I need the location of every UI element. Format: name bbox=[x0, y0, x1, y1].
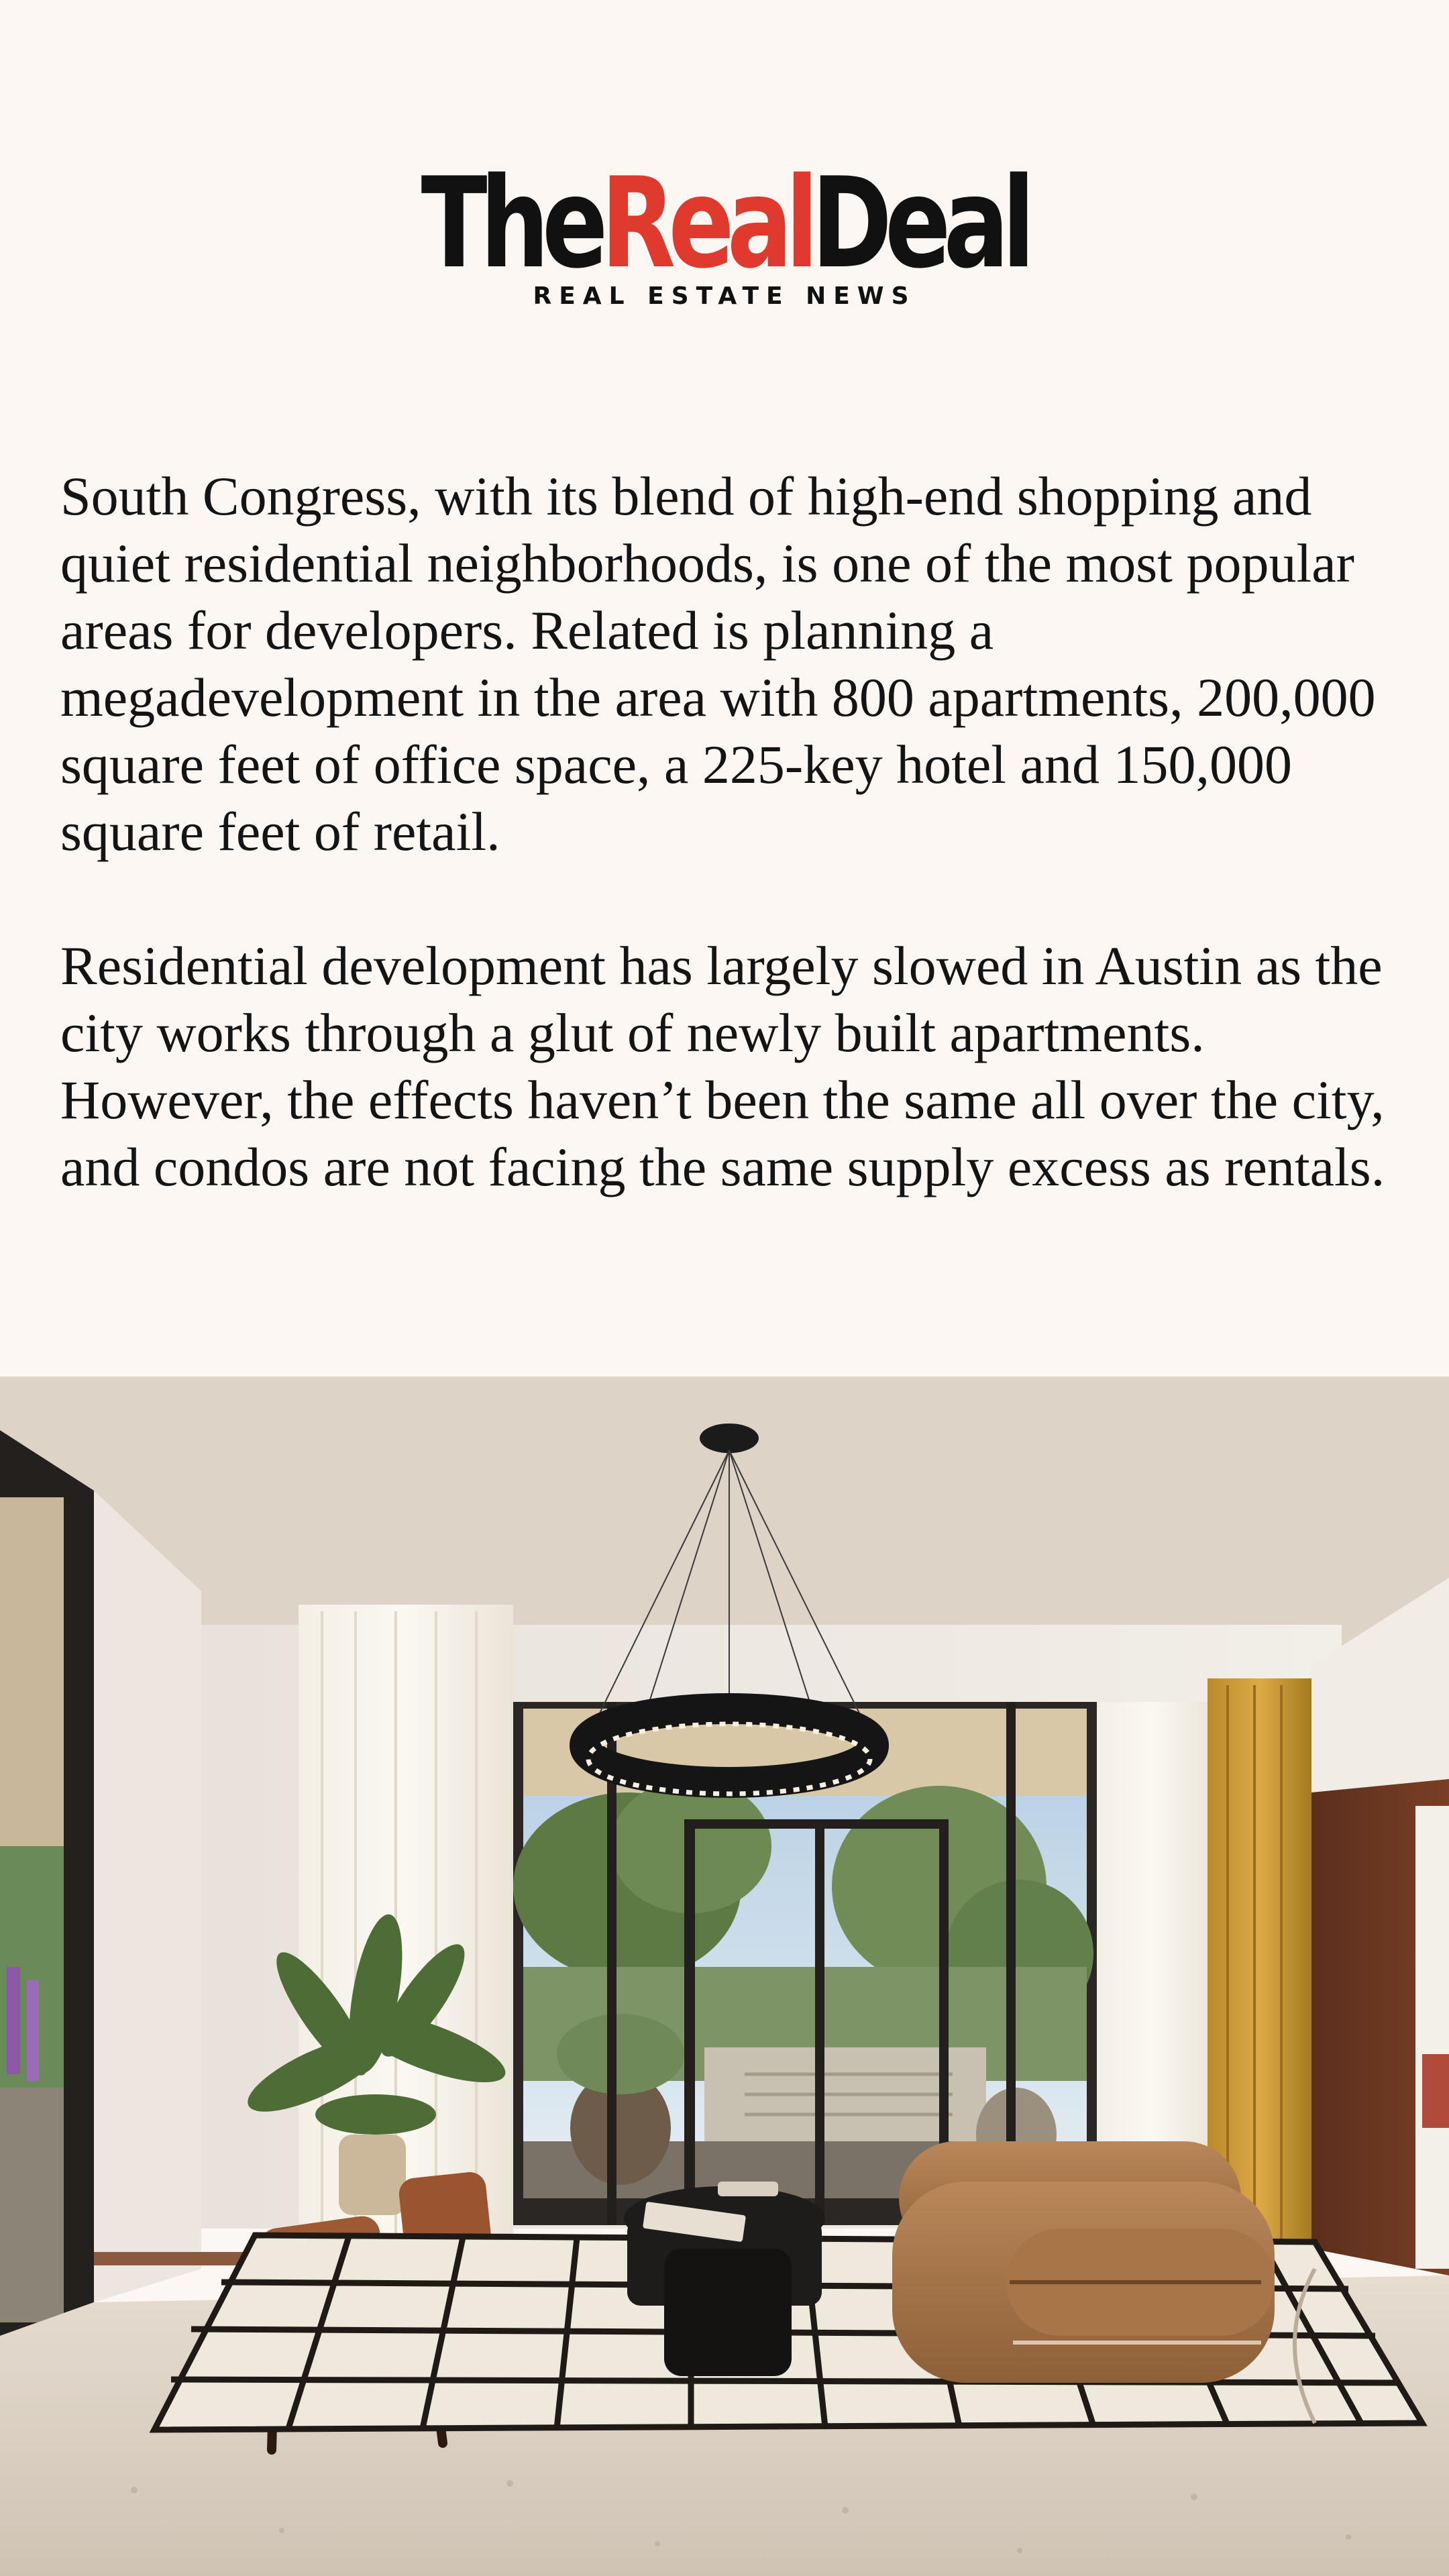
lobby-illustration bbox=[0, 1377, 1449, 2576]
logo-the: The bbox=[421, 150, 601, 296]
article-paragraph-1: South Congress, with its blend of high-end shopping and quiet residential neighborhoods, is one of the most popular areas for developers. Related is planning a megadevelopment in the area with 800 apartments, 200,000 square feet of office space, a 225-key hotel and 150,000 square feet of retail. bbox=[60, 466, 1376, 862]
article-body bbox=[60, 463, 1402, 1268]
lobby-interior-image bbox=[0, 1377, 1449, 2576]
logo-deal: Deal bbox=[811, 150, 1028, 296]
article-paragraph-2: Residential development has largely slowed in Austin as the city works through a glut of newly built apartments. However, the effects haven’t been the same all over the city, and condos are not facing the same supply excess as rentals. bbox=[60, 935, 1385, 1197]
logo-tagline: REAL ESTATE NEWS bbox=[533, 282, 916, 310]
logo-real: Real bbox=[600, 150, 812, 296]
publication-logo[interactable] bbox=[0, 150, 1449, 310]
